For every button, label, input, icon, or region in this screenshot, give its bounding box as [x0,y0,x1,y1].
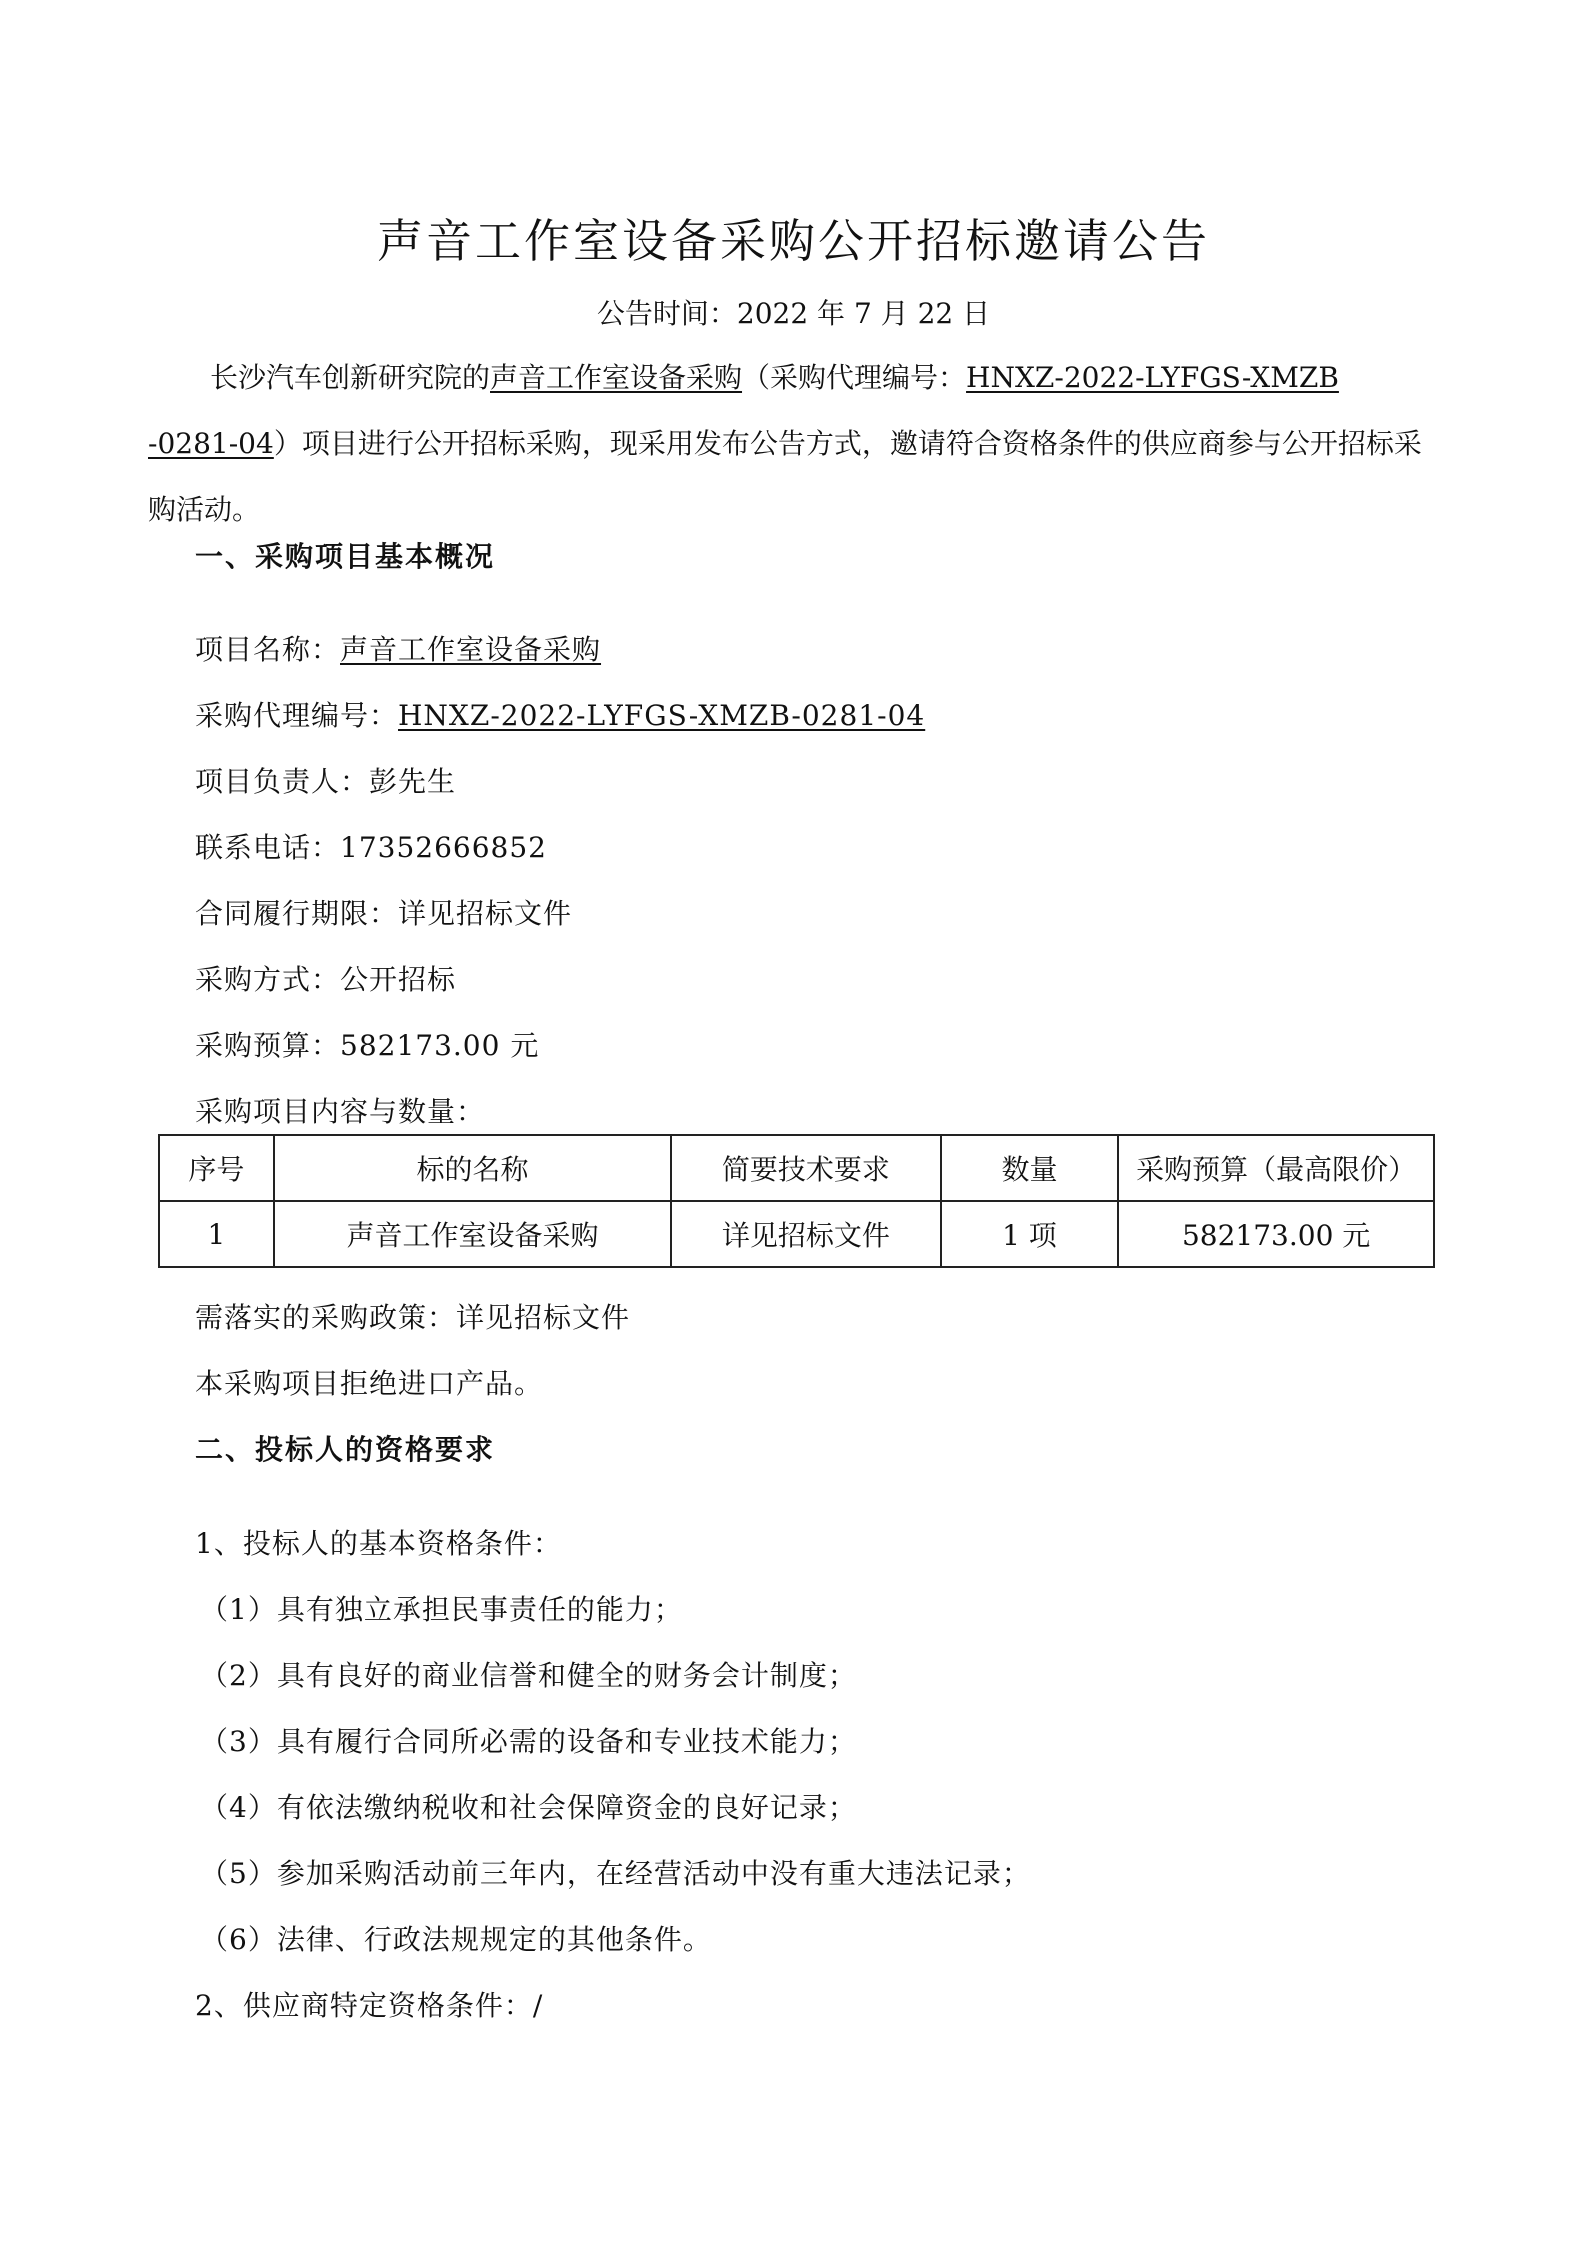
table-cell: 声音工作室设备采购 [274,1201,671,1267]
project-manager: 项目负责人：彭先生 [195,765,457,798]
table-cell: 1 项 [941,1201,1119,1267]
project-name-value: 声音工作室设备采购 [340,633,602,666]
table-cell: 1 [159,1201,274,1267]
intro-code-part2: -0281-04 [148,427,274,460]
import-note: 本采购项目拒绝进口产品。 [195,1367,544,1400]
page-title: 声音工作室设备采购公开招标邀请公告 [377,214,1210,268]
intro-org: 长沙汽车创新研究院的 [210,361,491,394]
section2-heading: 二、投标人的资格要求 [195,1433,496,1466]
table-header-cell: 采购预算（最高限价） [1118,1135,1434,1201]
qualification-item: （5）参加采购活动前三年内，在经营活动中没有重大违法记录； [200,1857,1031,1890]
intro-code-part1: HNXZ-2022-LYFGS-XMZB [966,361,1339,394]
table-row [159,1201,1434,1267]
table-header-row [159,1135,1434,1201]
section1-heading: 一、采购项目基本概况 [195,540,496,573]
table-header-cell: 标的名称 [274,1135,671,1201]
table-header-cell: 简要技术要求 [671,1135,941,1201]
qualification-item: （2）具有良好的商业信誉和健全的财务会计制度； [200,1659,857,1692]
announce-date: 公告时间：2022 年 7 月 22 日 [596,297,991,330]
project-name-label: 项目名称： [195,633,341,666]
qualification-item: （4）有依法缴纳税收和社会保障资金的良好记录； [200,1791,857,1824]
intro-paragraph [148,345,1448,543]
specific-qualifications: 2、供应商特定资格条件：/ [195,1989,544,2022]
intro-rest: ）项目进行公开招标采购，现采用发布公告方式，邀请符合资格条件的供应商参与公开招标采购活动。 [148,427,1422,526]
qualification-item: （1）具有独立承担民事责任的能力； [200,1593,683,1626]
procurement-method: 采购方式：公开招标 [195,963,457,996]
content-label: 采购项目内容与数量： [195,1095,486,1128]
contact-phone: 联系电话：17352666852 [195,831,547,864]
table-header-cell: 数量 [941,1135,1119,1201]
intro-project-name: 声音工作室设备采购 [490,361,743,394]
contract-period: 合同履行期限：详见招标文件 [195,897,573,930]
project-code-line [195,694,925,734]
basic-qualifications-label: 1、投标人的基本资格条件： [195,1527,562,1560]
qualification-item: （6）法律、行政法规规定的其他条件。 [200,1923,712,1956]
table-cell: 582173.00 元 [1118,1201,1434,1267]
procurement-table [158,1134,1435,1268]
project-code-label: 采购代理编号： [195,699,399,732]
procurement-budget: 采购预算：582173.00 元 [195,1029,540,1062]
project-name-line [195,628,601,668]
intro-code-prefix: （采购代理编号： [742,361,967,394]
table-cell: 详见招标文件 [671,1201,941,1267]
qualification-item: （3）具有履行合同所必需的设备和专业技术能力； [200,1725,857,1758]
project-code-value: HNXZ-2022-LYFGS-XMZB-0281-04 [398,699,926,732]
table-header-cell: 序号 [159,1135,274,1201]
procurement-policy: 需落实的采购政策：详见招标文件 [195,1301,631,1334]
